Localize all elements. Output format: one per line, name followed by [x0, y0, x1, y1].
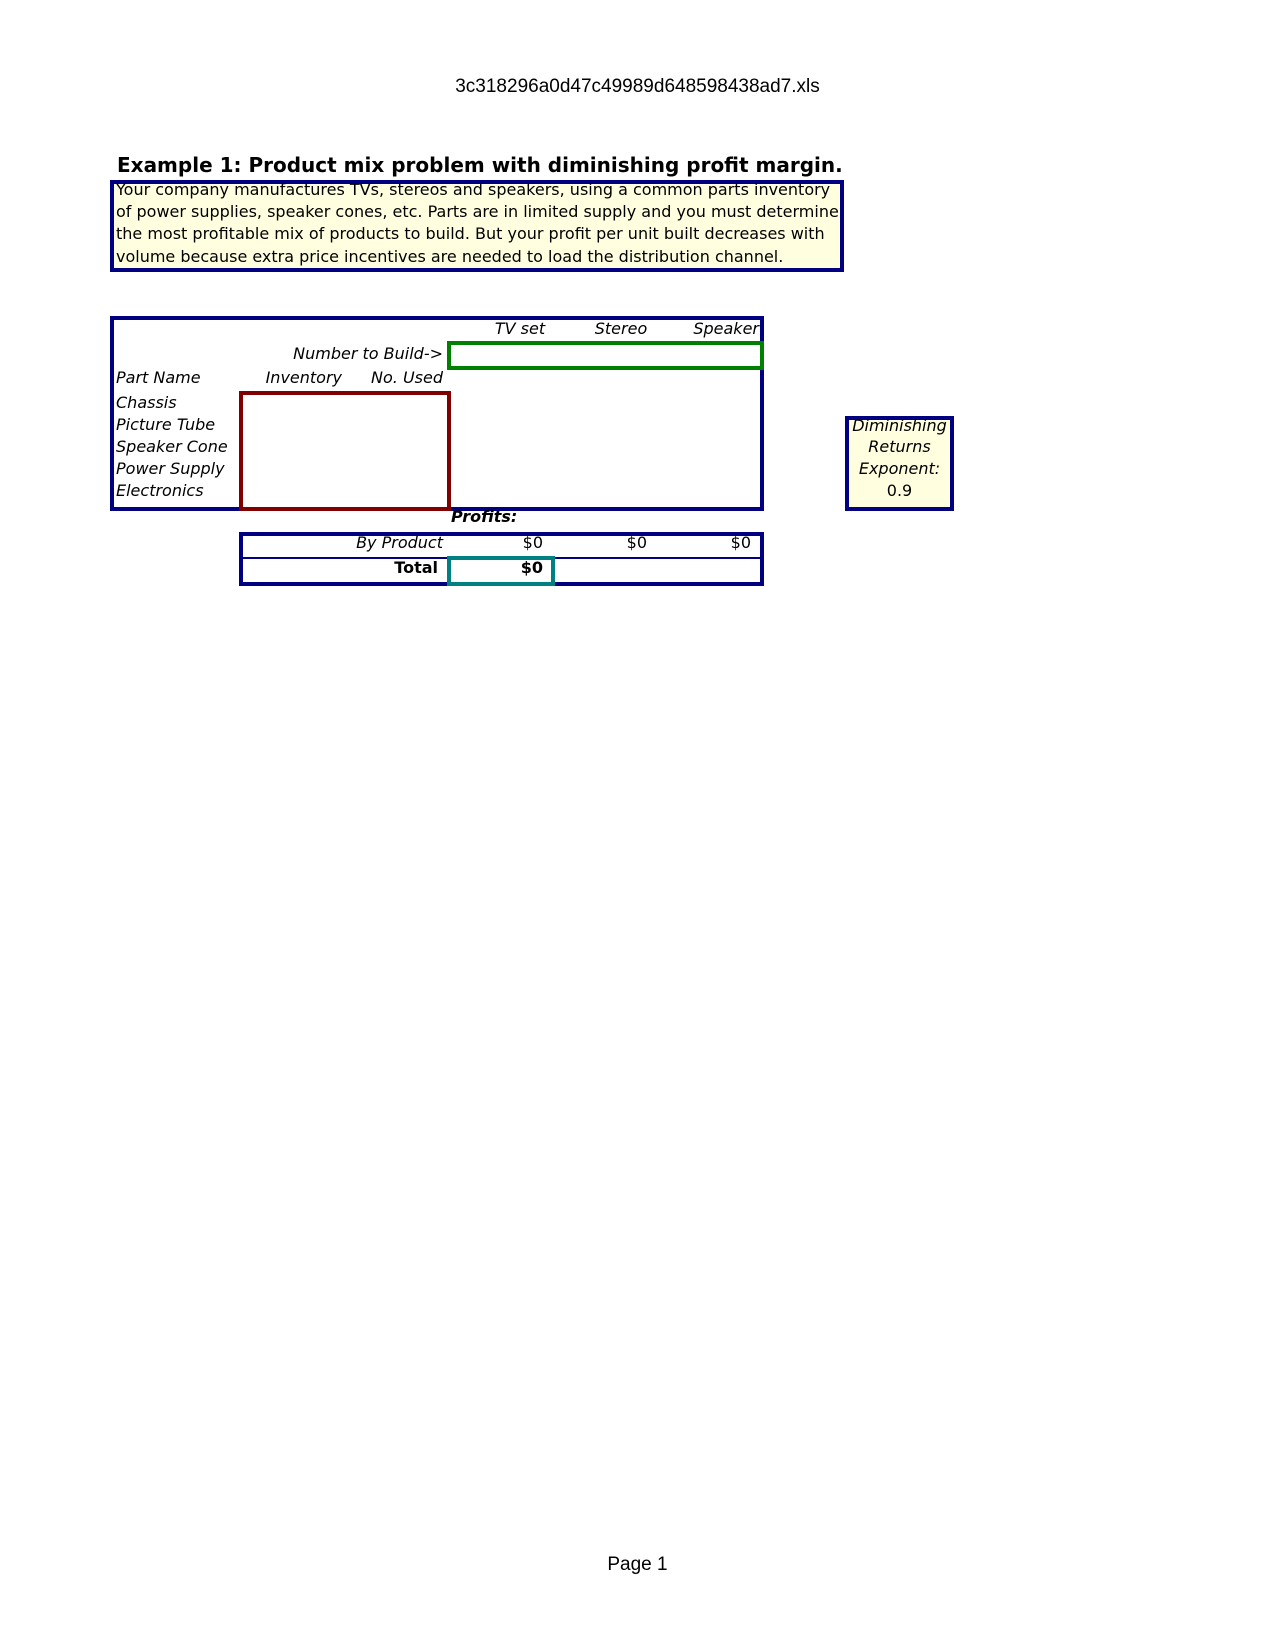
diminishing-label-line: Diminishing: [852, 416, 947, 435]
by-product-value-tv: $0: [522, 533, 543, 552]
product-header-stereo: Stereo: [594, 319, 648, 338]
product-header-speaker: Speaker: [693, 319, 759, 338]
col-header-part-name: Part Name: [116, 368, 201, 387]
col-header-inventory: Inventory: [265, 368, 342, 387]
col-header-no-used: No. Used: [371, 368, 443, 387]
part-name: Power Supply: [116, 459, 225, 478]
build-cell-speaker[interactable]: [655, 345, 760, 366]
example-title: Example 1: Product mix problem with diminishing profit margin.: [117, 153, 843, 177]
page-header: 3c318296a0d47c49989d648598438ad7.xls: [455, 76, 820, 97]
diminishing-label-line: Returns: [868, 437, 931, 456]
part-name: Picture Tube: [116, 415, 216, 434]
description-line: Your company manufactures TVs, stereos and speakers, using a common parts inventory: [116, 180, 831, 199]
build-cell-tv[interactable]: [451, 345, 553, 366]
description-line: the most profitable mix of products to build. But your profit per unit built decreases with: [116, 224, 825, 243]
product-header-tv: TV set: [494, 319, 546, 338]
build-cell-stereo[interactable]: [553, 345, 655, 366]
description-line: of power supplies, speaker cones, etc. Parts are in limited supply and you must determine: [116, 202, 839, 221]
by-product-value-speaker: $0: [730, 533, 751, 552]
total-value: $0: [520, 558, 543, 577]
by-product-label: By Product: [356, 533, 443, 552]
part-name: Electronics: [116, 481, 204, 500]
description-line: volume because extra price incentives are needed to load the distribution channel.: [116, 247, 784, 266]
total-label: Total: [394, 558, 438, 577]
part-name: Chassis: [116, 393, 177, 412]
diminishing-exponent-value[interactable]: 0.9: [886, 481, 913, 500]
diminishing-label-line: Exponent:: [858, 459, 941, 478]
by-product-value-stereo: $0: [626, 533, 647, 552]
inventory-input-region[interactable]: [239, 391, 451, 511]
page-footer: Page 1: [607, 1554, 668, 1575]
number-to-build-label: Number to Build->: [293, 344, 443, 363]
part-name: Speaker Cone: [116, 437, 228, 456]
profits-label: Profits:: [451, 507, 518, 526]
